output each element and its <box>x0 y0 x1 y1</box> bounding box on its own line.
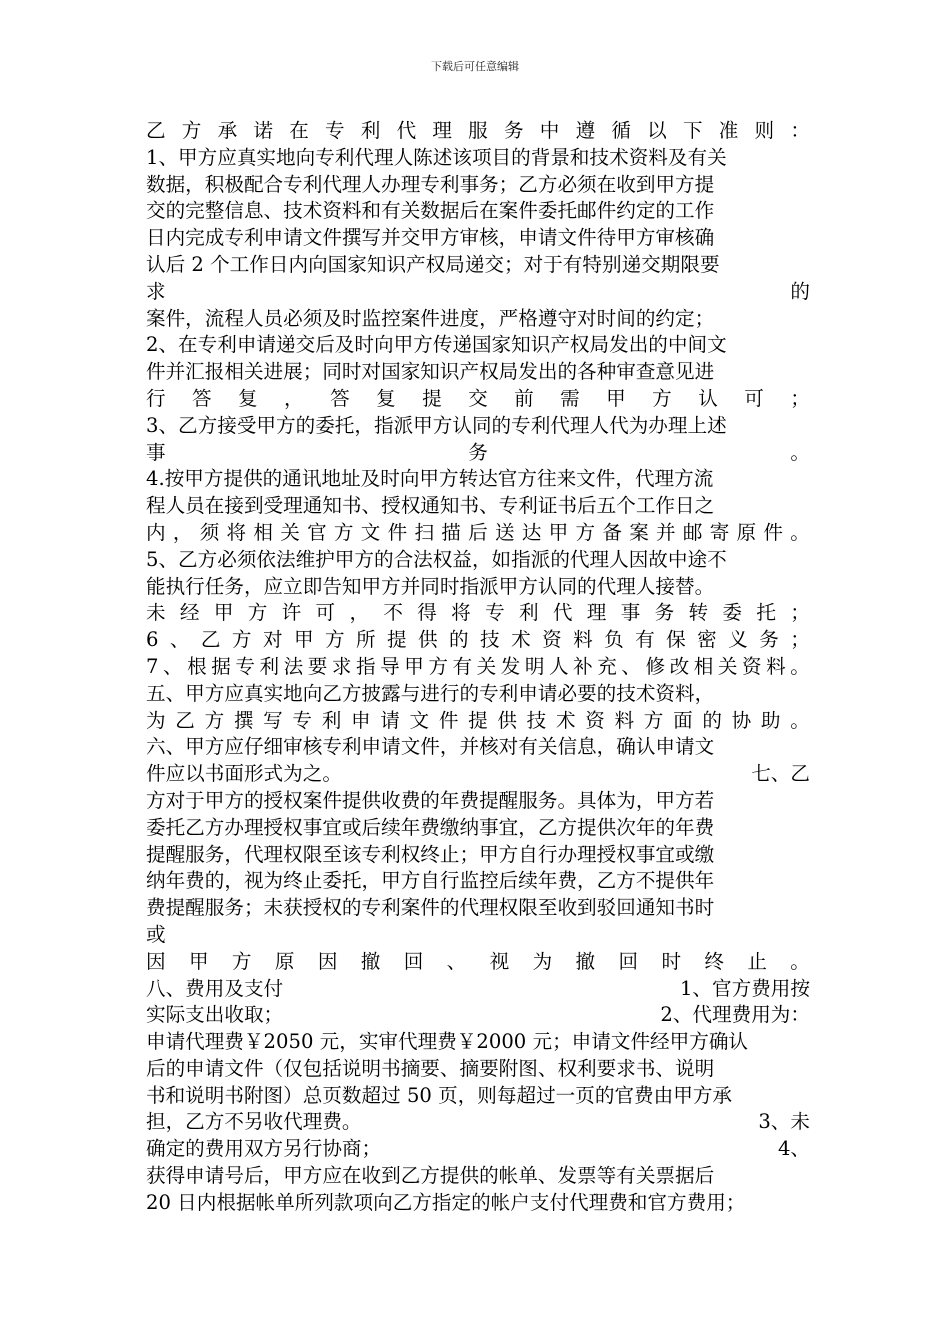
text-char: 原 <box>736 520 757 544</box>
text-char: 关 <box>717 654 738 678</box>
text-char: 请 <box>380 708 400 732</box>
text-char: 所 <box>355 628 376 652</box>
text-char: 、 <box>163 654 183 678</box>
text-char: 复 <box>376 386 396 410</box>
text-char: 甲 <box>213 601 234 625</box>
text-char: 诺 <box>253 119 273 142</box>
text-char: 甲 <box>606 386 626 410</box>
text-line <box>146 627 810 654</box>
text-char: 撤 <box>360 949 381 973</box>
header-note: 下载后可任意编辑 <box>431 60 519 73</box>
text-line: 1、甲方应真实地向专利代理人陈述该项目的背景和技术资料及有关 <box>146 145 727 169</box>
text-char: 义 <box>728 628 748 652</box>
text-char: ： <box>790 119 810 142</box>
text-char: 未 <box>146 601 166 625</box>
text-char: 明 <box>524 654 545 678</box>
text-char: 方 <box>181 119 202 142</box>
text-char: 。 <box>790 708 810 732</box>
text-char: 专 <box>292 708 312 732</box>
text-char: 专 <box>324 119 345 142</box>
text-line-right: 4、 <box>777 1137 810 1161</box>
text-char: 以 <box>647 119 667 142</box>
text-char: 料 <box>766 654 786 678</box>
text-char: 代 <box>552 601 573 625</box>
text-char: 的 <box>449 628 469 652</box>
text-char: 不 <box>383 601 403 625</box>
text-line <box>146 976 810 1003</box>
text-line <box>146 1109 810 1136</box>
text-line: 五、甲方应真实地向乙方披露与进行的专利申请必要的技术资料， <box>146 681 715 705</box>
text-char: 。 <box>790 440 810 464</box>
text-char: 甲 <box>293 628 314 652</box>
text-char: 因 <box>146 949 166 973</box>
text-char: 资 <box>742 654 762 678</box>
text-char: 事 <box>146 440 166 464</box>
text-char: 供 <box>418 628 438 652</box>
text-char: 关 <box>280 520 300 544</box>
text-line: 委托乙方办理授权事宜或后续年费缴纳事宜，乙方提供次年的年费 <box>146 815 715 839</box>
text-char: 许 <box>281 601 302 625</box>
text-char: 改 <box>669 654 690 678</box>
text-char: 导 <box>380 654 400 678</box>
text-char: 关 <box>476 654 497 678</box>
text-char: 发 <box>500 654 521 678</box>
text-char: 7 <box>146 654 159 678</box>
text-char: 寄 <box>709 520 730 544</box>
text-char: 方 <box>333 520 354 544</box>
text-line-left: 担，乙方不另收代理费。 <box>146 1110 362 1134</box>
text-char: ， <box>172 520 193 544</box>
text-char: 委 <box>722 601 742 625</box>
text-char: 达 <box>521 520 542 544</box>
text-line: 书和说明书附图）总页数超过 50 页，则每超过一页的官费由甲方承 <box>146 1083 733 1107</box>
text-char: 助 <box>760 708 781 732</box>
text-char: 事 <box>620 601 641 625</box>
text-char: 送 <box>494 520 515 544</box>
text-char: 承 <box>217 119 238 142</box>
text-line: 3、乙方接受甲方的委托，指派甲方认同的专利代理人代为办理上述 <box>146 413 727 437</box>
text-line <box>146 654 810 681</box>
text-char: ； <box>790 628 810 652</box>
document-body <box>146 118 810 1217</box>
text-line <box>146 1002 810 1029</box>
text-char: 技 <box>480 628 500 652</box>
text-char: 文 <box>360 520 381 544</box>
text-char: 终 <box>704 949 724 973</box>
text-char: ， <box>349 601 370 625</box>
text-line: 后的申请文件（仅包括说明书摘要、摘要附图、权利要求书、说明 <box>146 1056 715 1080</box>
text-line: 纳年费的，视为终止委托，甲方自行监控后续年费，乙方不提供年 <box>146 869 715 893</box>
text-char: 为 <box>532 949 553 973</box>
text-line-left: 八、费用及支付 <box>146 976 284 1000</box>
text-char: 协 <box>731 708 752 732</box>
text-char: 要 <box>307 654 328 678</box>
text-line: 方对于甲方的授权案件提供收费的年费提醒服务。具体为，甲方若 <box>146 788 715 812</box>
text-char: 技 <box>526 708 547 732</box>
text-char: 准 <box>718 119 739 142</box>
text-line: 件并汇报相关进展；同时对国家知识产权局发出的各种审查意见进 <box>146 360 715 384</box>
text-char: 务 <box>759 628 779 652</box>
text-line: 提醒服务，代理权限至该专利权终止；甲方自行办理授权事宜或缴 <box>146 842 715 866</box>
text-char: 答 <box>330 386 350 410</box>
text-line: 六、甲方应仔细审核专利申请文件，并核对有关信息，确认申请文 <box>146 735 715 759</box>
text-char: 下 <box>682 119 703 142</box>
text-line-left: 件应以书面形式为之。 <box>146 762 342 786</box>
text-char: 利 <box>360 119 381 142</box>
text-line <box>146 761 810 788</box>
text-char: 人 <box>549 654 569 678</box>
text-char: 利 <box>518 601 539 625</box>
text-line: 数据，积极配合专利代理人办理专利事务；乙方必须在收到甲方提 <box>146 172 715 196</box>
text-char: 料 <box>614 708 635 732</box>
text-line-left: 实际支出收取； <box>146 1003 284 1027</box>
text-char: 、 <box>446 949 467 973</box>
text-line-right: 1、官方费用按 <box>679 976 810 1000</box>
text-char: 转 <box>688 601 709 625</box>
text-char: 内 <box>146 520 166 544</box>
text-char: 扫 <box>414 520 435 544</box>
text-char: 理 <box>586 601 607 625</box>
text-char: 提 <box>422 386 442 410</box>
text-char: 件 <box>387 520 408 544</box>
text-char: 。 <box>790 654 810 678</box>
text-char: 据 <box>211 654 231 678</box>
text-char: 提 <box>468 708 488 732</box>
text-char: 术 <box>511 628 531 652</box>
text-line <box>146 118 810 145</box>
text-char: 止 <box>747 949 767 973</box>
text-char: 根 <box>187 654 207 678</box>
text-char: 务 <box>468 440 488 464</box>
text-char: 资 <box>542 628 562 652</box>
text-line: 费提醒服务；未获授权的专利案件的代理权限至收到驳回通知书时 <box>146 896 715 920</box>
text-char: 方 <box>204 708 225 732</box>
text-char: 料 <box>573 628 593 652</box>
text-char: 因 <box>317 949 338 973</box>
text-char: 并 <box>656 520 676 544</box>
text-char: 的 <box>702 708 722 732</box>
text-char: 6 <box>146 628 159 652</box>
text-char: 遵 <box>575 119 596 142</box>
text-line <box>146 600 810 627</box>
text-char: ， <box>284 386 304 410</box>
text-char: 专 <box>235 654 255 678</box>
text-char: 甲 <box>188 949 209 973</box>
text-line: 程人员在接到受理通知书、授权通知书、专利证书后五个工作日之 <box>146 494 715 518</box>
text-char: 、 <box>169 628 190 652</box>
text-char: 案 <box>629 520 649 544</box>
text-line <box>146 440 810 467</box>
text-char: 相 <box>253 520 273 544</box>
text-char: 经 <box>179 601 200 625</box>
text-char: 须 <box>199 520 220 544</box>
text-char: 件 <box>763 520 783 544</box>
text-char: 复 <box>238 386 258 410</box>
text-line: 5、乙方必须依法维护甲方的合法权益，如指派的代理人因故中途不 <box>146 547 727 571</box>
text-line: 获得申请号后，甲方应在收到乙方提供的帐单、发票等有关票据后 <box>146 1164 715 1188</box>
text-line: 2、在专利申请递交后及时向甲方传递国家知识产权局发出的中间文 <box>146 333 727 357</box>
text-char: 密 <box>697 628 717 652</box>
text-char: 充 <box>597 654 617 678</box>
text-char: ； <box>790 601 810 625</box>
text-char: 申 <box>350 708 371 732</box>
text-char: 中 <box>539 119 560 142</box>
text-line: 申请代理费￥2050 元，实审代理费￥2000 元；申请文件经甲方确认 <box>146 1030 749 1054</box>
text-char: 、 <box>621 654 641 678</box>
text-char: 方 <box>324 628 345 652</box>
text-char: ； <box>790 386 810 410</box>
text-char: 面 <box>673 708 693 732</box>
text-char: 供 <box>497 708 517 732</box>
text-char: 方 <box>652 386 672 410</box>
text-char: 相 <box>693 654 714 678</box>
text-char: 托 <box>756 601 776 625</box>
text-char: 代 <box>396 119 417 142</box>
text-line <box>146 520 810 547</box>
text-char: 负 <box>604 628 624 652</box>
text-char: 将 <box>451 601 471 625</box>
text-char: 方 <box>231 628 252 652</box>
text-char: 理 <box>432 119 452 142</box>
text-char: 乙 <box>175 708 195 732</box>
text-char: 。 <box>790 520 810 544</box>
text-char: 利 <box>321 708 342 732</box>
text-char: 术 <box>555 708 576 732</box>
text-char: 需 <box>560 386 580 410</box>
text-char: 交 <box>468 386 488 410</box>
text-line-right: 2、代理费用为： <box>660 1003 810 1027</box>
text-char: 有 <box>452 654 473 678</box>
text-char: 修 <box>645 654 666 678</box>
text-char: 原 <box>274 949 295 973</box>
text-char: 视 <box>489 949 510 973</box>
text-char: 前 <box>514 386 534 410</box>
text-char: 指 <box>356 654 376 678</box>
text-char: 方 <box>247 601 268 625</box>
text-char: 对 <box>262 628 283 652</box>
text-char: 行 <box>146 386 166 410</box>
text-char: 资 <box>585 708 605 732</box>
text-char: 官 <box>307 520 327 544</box>
text-char: 务 <box>503 119 524 142</box>
text-char: 描 <box>441 520 461 544</box>
text-char: 方 <box>643 708 664 732</box>
text-char: 。 <box>790 949 810 973</box>
text-line <box>146 279 810 306</box>
text-line-right: 3、未 <box>758 1110 810 1134</box>
text-line: 日内完成专利申请文件撰写并交甲方审核，申请文件待甲方审核确 <box>146 226 715 250</box>
text-char: 认 <box>698 386 718 410</box>
text-line <box>146 1136 810 1163</box>
text-char: 件 <box>438 708 459 732</box>
text-line-right: 的 <box>790 279 810 303</box>
text-line: 案件，流程人员必须及时监控案件进度，严格遵守对时间的约定； <box>146 306 715 330</box>
text-char: 备 <box>602 520 622 544</box>
text-char: 循 <box>611 119 631 142</box>
text-char: 服 <box>468 119 488 142</box>
text-char: 回 <box>618 949 639 973</box>
text-char: 回 <box>403 949 424 973</box>
text-char: 法 <box>283 654 304 678</box>
text-line: 或 <box>146 922 166 946</box>
text-line-right: 七、乙 <box>751 762 810 786</box>
text-line <box>146 386 810 413</box>
text-char: 专 <box>485 601 505 625</box>
text-char: 写 <box>263 708 283 732</box>
text-char: 甲 <box>404 654 424 678</box>
text-char: 补 <box>573 654 593 678</box>
text-char: 提 <box>387 628 407 652</box>
text-char: 利 <box>259 654 280 678</box>
text-char: 在 <box>289 119 309 142</box>
text-line-left: 求 <box>146 279 166 303</box>
text-char: 得 <box>417 601 437 625</box>
text-char: 则 <box>754 119 775 142</box>
text-char: 答 <box>192 386 212 410</box>
text-char: 撤 <box>575 949 596 973</box>
text-char: 乙 <box>146 119 166 142</box>
text-line: 能执行任务，应立即告知甲方并同时指派甲方认同的代理人接替。 <box>146 574 715 598</box>
text-char: 为 <box>146 708 166 732</box>
text-line-left: 确定的费用双方另行协商； <box>146 1137 382 1161</box>
text-line <box>146 949 810 976</box>
text-char: 时 <box>661 949 682 973</box>
text-line <box>146 708 810 735</box>
text-char: 可 <box>744 386 764 410</box>
text-char: 保 <box>666 628 686 652</box>
text-char: 将 <box>226 520 247 544</box>
text-char: 求 <box>331 654 352 678</box>
text-line: 20 日内根据帐单所列款项向乙方指定的帐户支付代理费和官方费用； <box>146 1190 746 1214</box>
text-char: 方 <box>575 520 596 544</box>
text-char: 务 <box>654 601 675 625</box>
text-char: 邮 <box>682 520 703 544</box>
text-line: 认后 2 个工作日内向国家知识产权局递交；对于有特别递交期限要 <box>146 252 720 276</box>
text-char: 方 <box>428 654 448 678</box>
text-char: 乙 <box>200 628 221 652</box>
text-char: 可 <box>315 601 336 625</box>
text-line: 4.按甲方提供的通讯地址及时向甲方转达官方往来文件，代理方流 <box>146 467 714 491</box>
text-char: 撰 <box>233 708 254 732</box>
text-char: 后 <box>468 520 488 544</box>
text-char: 文 <box>409 708 430 732</box>
text-char: 有 <box>635 628 655 652</box>
text-line: 交的完整信息、技术资料和有关数据后在案件委托邮件约定的工作 <box>146 199 715 223</box>
text-char: 甲 <box>548 520 569 544</box>
text-char: 方 <box>231 949 252 973</box>
